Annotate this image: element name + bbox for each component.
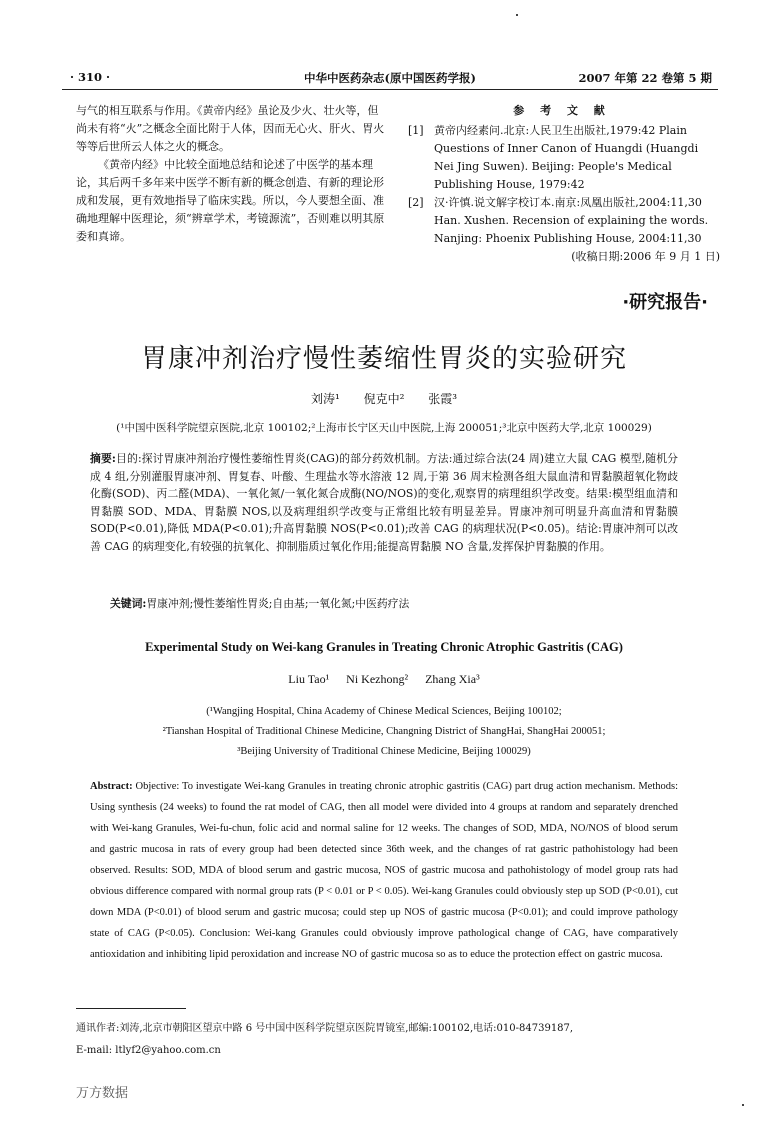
authors-en [0,672,768,687]
authors-cn [0,390,768,407]
keywords-cn-body: 胃康冲剂;慢性萎缩性胃炎;自由基;一氧化氮;中医药疗法 [146,597,410,610]
affiliations-cn: (¹中国中医科学院望京医院,北京 100102;²上海市长宁区天山中医院,上海 200051;³北京中医药大学,北京 100029) [116,422,652,434]
running-header [62,66,718,86]
header-rule [62,89,718,90]
footnote [76,1018,716,1062]
abstract-cn-label: 摘要: [90,452,116,465]
abstract-cn [90,450,678,556]
keywords-cn [110,596,670,611]
author-en: Zhang Xia³ [425,672,480,686]
affiliation-en-line: ²Tianshan Hospital of Traditional Chinese Medicine, Changning District of ShangHai, ShangHai 200051; [162,726,606,737]
watermark: 万方数据 [76,1086,129,1101]
abstract-en-body: Objective: To investigate Wei-kang Granules in treating chronic atrophic gastritis (CAG) part drug action mechanism. Methods: Using synthesis (24 weeks) to found the rat model of CAG, then all model were divided into 4 groups at random and separately drenched with Wei-kang Granules, Wei-fu-chun, folic acid and normal saline for 12 weeks. The changes of SOD, MDA, NO/NOS of blood serum and gastric mucosa in rats of every group had been detected since 36th week, and the changes of rat gastric pathohistology had been observed. Results: SOD, MDA of blood serum and gastric mucosa, NOS of gastric mucosa and pathohistology of model group rats had obvious difference compared with normal group rats (P < 0.01 or P < 0.05). Wei-kang Granules could obviously step up SOD (P<0.01), cut down MDA (P<0.01) of blood serum and gastric mucosa; could step up NOS of gastric mucosa (P<0.01); and could improve pathology state of CAG (P<0.05). Conclusion: Wei-kang Granules could obviously improve pathological change of CAG, have comparatively antioxidation and inhibiting lipid peroxidation and increase NO of gastric mucosa so as to educe the protection effect on gastric mucosa. [90,781,679,960]
journal-name: 中华中医药杂志(原中国医药学报) [304,71,476,85]
references-block [404,102,720,266]
prev-paragraph-1: 与气的相互联系与作用。《黄帝内经》虽论及少火、壮火等，但尚未有将“火”之概念全面比附于人体，因而无心火、肝火、胃火等等后世所云人体之火的概念。 [76,104,385,153]
article-title-cn: 胃康冲剂治疗慢性萎缩性胃炎的实验研究 [140,344,627,374]
scan-speck [516,14,518,16]
author-en: Ni Kezhong² [346,672,409,686]
footnote-rule [76,1008,186,1009]
article-title-en: Experimental Study on Wei-kang Granules in Treating Chronic Atrophic Gastritis (CAG) [145,640,623,654]
abstract-cn-body: 目的:探讨胃康冲剂治疗慢性萎缩性胃炎(CAG)的部分药效机制。方法:通过综合法(24 周)建立大鼠 CAG 模型,随机分成 4 组,分别灌服胃康冲剂、胃复春、叶酸、生理盐水等水溶液 12 周,于第 36 周末检测各组大鼠血清和胃黏膜超氧化物歧化酶(SOD)、丙二醛(MDA)、一氧化氮/一氧化氮合成酶(NO/NOS)的变化,观察胃的病理组织学改变。结果:模型组血清和胃黏膜 SOD、MDA、胃黏膜 NOS,以及病理组织学改变与正常组比较有明显差异。胃康冲剂可明显升高血清和胃黏膜 SOD(P<0.01),降低 MDA(P<0.01);升高胃黏膜 NOS(P<0.01);改善 CAG 的病理状况(P<0.05)。结论:胃康冲剂可以改善 CAG 的病理变化,有较强的抗氧化、抑制脂质过氧化作用;能提高胃黏膜 NO 含量,发挥保护胃黏膜的作用。 [90,452,678,553]
email-note: E-mail: ltlyf2@yahoo.com.cn [76,1045,221,1056]
affiliations-en [0,702,768,762]
page-number: · 310 · [70,70,111,84]
previous-article-text [76,102,388,246]
reference-text: 黄帝内经素问.北京:人民卫生出版社,1979:42 Plain Questions of Inner Canon of Huangdi (Huangdi Nei Jing Suwen). Beijing: People's Medical Publishing House, 1979:42 [434,124,699,191]
section-label: ·研究报告· [622,292,708,313]
affiliation-en-line: ³Beijing University of Traditional Chinese Medicine, Beijing 100029) [237,746,531,757]
reference-item [404,122,720,194]
author-cn: 张霞³ [428,392,458,406]
prev-paragraph-2: 《黄帝内经》中比较全面地总结和论述了中医学的基本理论，其后两千多年来中医学不断有新的概念创造、有新的理论形成和发展，更有效地指导了临床实践。所以，今人要想全面、准确地理解中医理论，须“辨章学术，考镜源流”，否则难以明其原委和真谛。 [76,158,385,243]
correspondence-note: 通讯作者:刘涛,北京市朝阳区望京中路 6 号中国中医科学院望京医院胃镜室,邮编:100102,电话:010-84739187, [76,1023,574,1034]
scan-speck [742,1104,744,1106]
affiliation-en-line: (¹Wangjing Hospital, China Academy of Chinese Medical Sciences, Beijing 100102; [206,706,562,717]
reference-number: [2] [408,196,424,209]
author-en: Liu Tao¹ [288,672,330,686]
keywords-cn-label: 关键词: [110,597,147,610]
reference-item [404,194,720,248]
received-date: (收稿日期:2006 年 9 月 1 日) [571,250,720,263]
author-cn: 倪克中² [363,392,405,406]
abstract-en-label: Abstract: [90,781,133,792]
volume-issue: 2007 年第 22 卷第 5 期 [578,71,712,85]
abstract-en [90,776,678,965]
reference-text: 汉·许慎.说文解字校订本.南京:凤凰出版社,2004:11,30 Han. Xushen. Recension of explaining the words. Nanjing: Phoenix Publishing House, 2004:11,30 [434,196,709,245]
author-cn: 刘涛¹ [310,392,340,406]
references-title: 参 考 文 献 [513,104,611,117]
reference-number: [1] [408,124,424,137]
